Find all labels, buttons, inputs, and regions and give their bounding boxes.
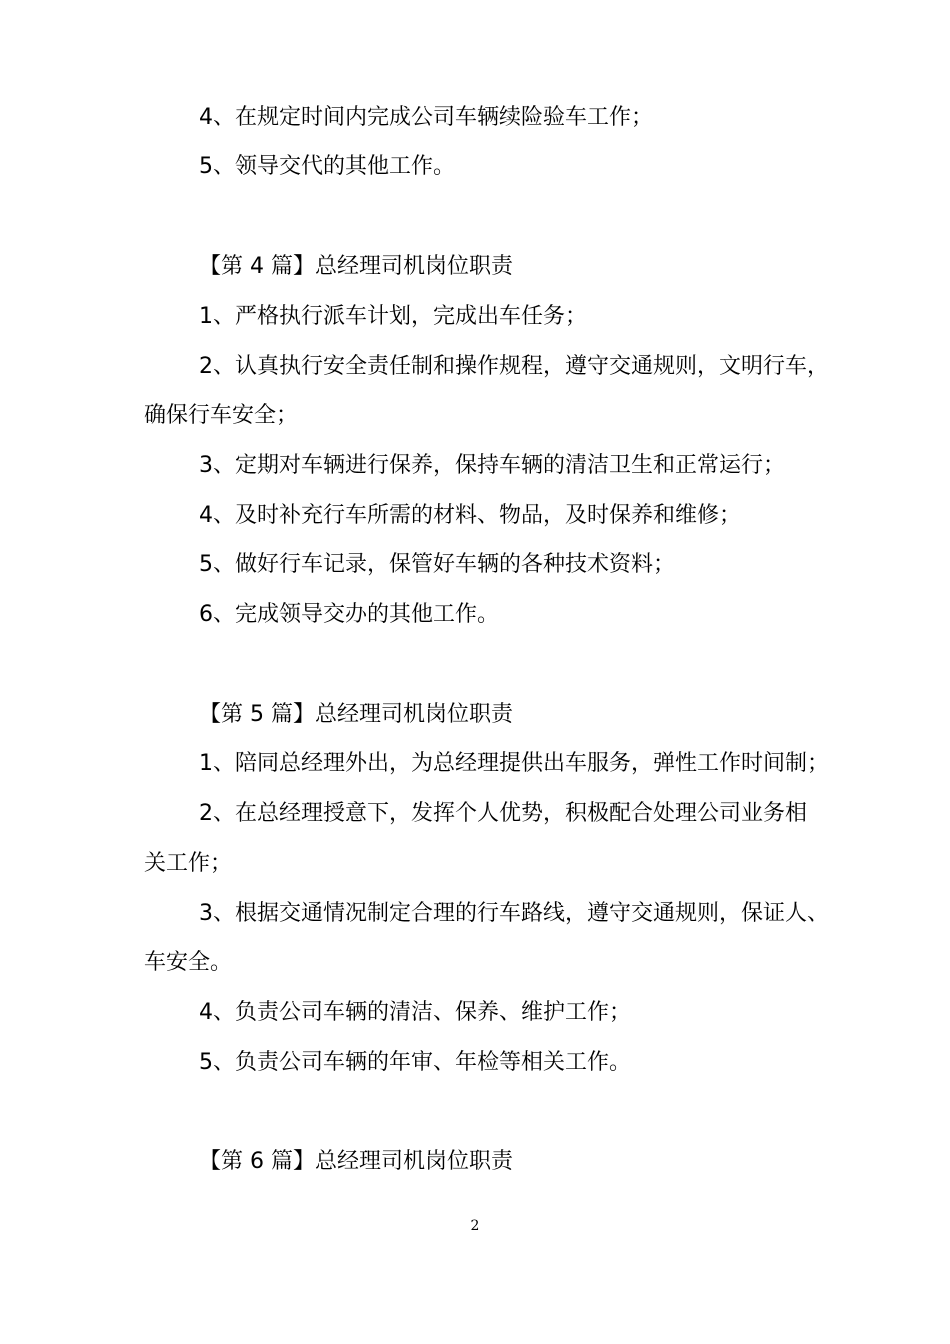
- list-item: 5、领导交代的其他工作。: [199, 154, 455, 179]
- list-item: 2、在总经理授意下，发挥个人优势，积极配合处理公司业务相: [199, 801, 807, 826]
- list-item-continuation: 关工作；: [144, 851, 233, 876]
- list-item: 1、严格执行派车计划，完成出车任务；: [199, 304, 587, 329]
- list-item-continuation: 车安全。: [144, 950, 233, 975]
- list-item: 5、负责公司车辆的年审、年检等相关工作。: [199, 1050, 631, 1075]
- list-item: 4、在规定时间内完成公司车辆续险验车工作；: [199, 105, 653, 130]
- list-item-continuation: 确保行车安全；: [144, 403, 299, 428]
- list-item: 6、完成领导交办的其他工作。: [199, 602, 499, 627]
- list-item: 3、根据交通情况制定合理的行车路线，遵守交通规则，保证人、: [199, 901, 829, 926]
- page-number: 2: [470, 1218, 480, 1234]
- list-item: 3、定期对车辆进行保养，保持车辆的清洁卫生和正常运行；: [199, 453, 785, 478]
- section-heading: 【第 6 篇】总经理司机岗位职责: [199, 1149, 513, 1174]
- list-item: 5、做好行车记录，保管好车辆的各种技术资料；: [199, 552, 675, 577]
- list-item: 4、负责公司车辆的清洁、保养、维护工作；: [199, 1000, 631, 1025]
- section-heading: 【第 4 篇】总经理司机岗位职责: [199, 254, 513, 279]
- list-item: 4、及时补充行车所需的材料、物品，及时保养和维修；: [199, 503, 741, 528]
- list-item: 2、认真执行安全责任制和操作规程，遵守交通规则，文明行车，: [199, 354, 829, 379]
- list-item: 1、陪同总经理外出，为总经理提供出车服务，弹性工作时间制；: [199, 751, 829, 776]
- section-heading: 【第 5 篇】总经理司机岗位职责: [199, 702, 513, 727]
